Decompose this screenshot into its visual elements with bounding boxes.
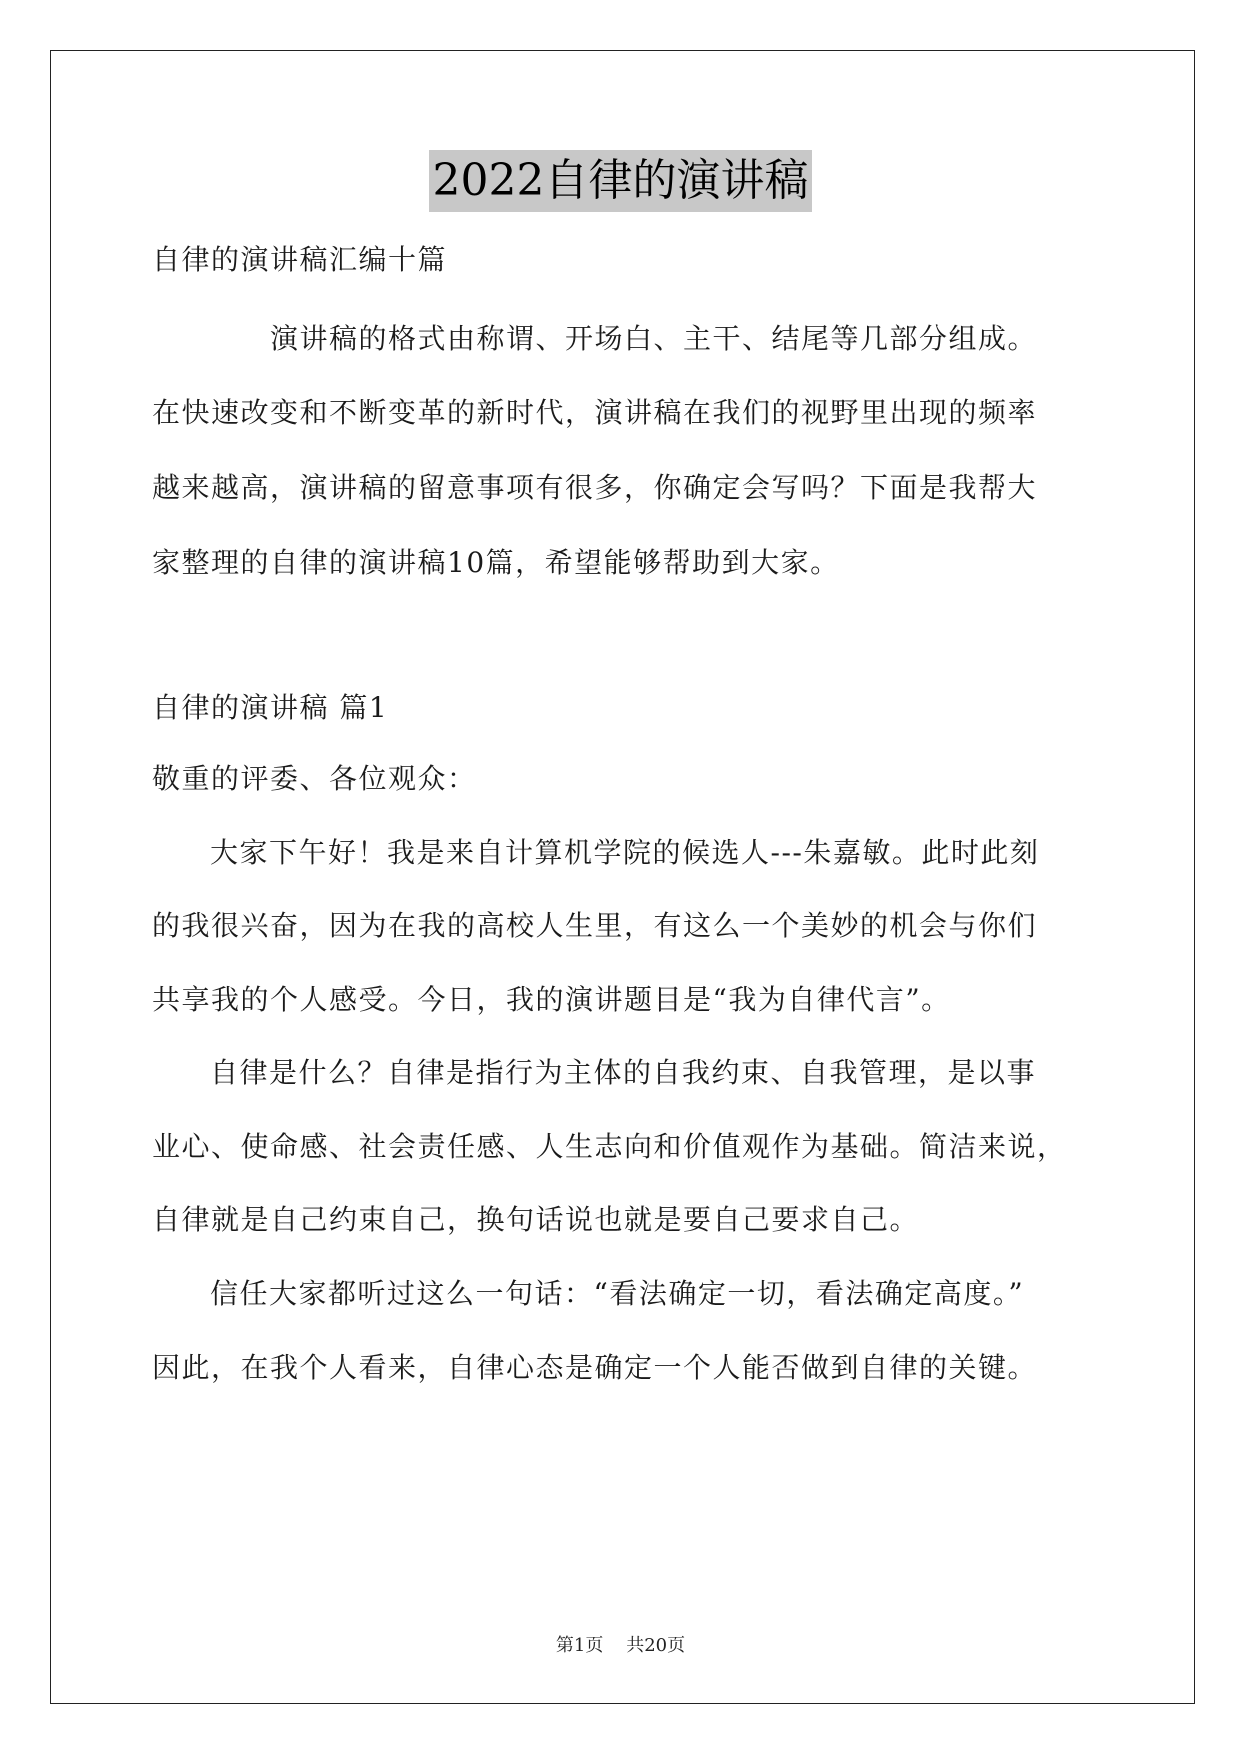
body-line-3: 共享我的个人感受。今日，我的演讲题目是“我为自律代言”。 xyxy=(152,983,951,1016)
body-line-8: 因此，在我个人看来，自律心态是确定一个人能否做到自律的关键。 xyxy=(152,1351,1038,1384)
body-line-2: 的我很兴奋，因为在我的高校人生里，有这么一个美妙的机会与你们 xyxy=(152,909,1038,942)
body-line-4: 自律是什么？自律是指行为主体的自我约束、自我管理，是以事 xyxy=(210,1056,1037,1089)
section-heading: 自律的演讲稿 篇1 xyxy=(152,691,389,724)
document-title: 2022自律的演讲稿 xyxy=(429,150,813,212)
body-line-1: 大家下午好！我是来自计算机学院的候选人---朱嘉敏。此时此刻 xyxy=(210,836,1040,869)
intro-line-2: 在快速改变和不断变革的新时代，演讲稿在我们的视野里出现的频率 xyxy=(152,396,1038,429)
page-number: 第1页 xyxy=(555,1635,604,1656)
document-subtitle: 自律的演讲稿汇编十篇 xyxy=(152,243,448,276)
page-border xyxy=(50,50,1195,1704)
intro-line-4: 家整理的自律的演讲稿10篇，希望能够帮助到大家。 xyxy=(152,546,840,579)
intro-line-3: 越来越高，演讲稿的留意事项有很多，你确定会写吗？下面是我帮大 xyxy=(152,471,1038,504)
page-total: 共20页 xyxy=(626,1635,686,1656)
body-line-6: 自律就是自己约束自己，换句话说也就是要自己要求自己。 xyxy=(152,1203,920,1236)
page-footer xyxy=(0,1634,1241,1658)
intro-line-1: 演讲稿的格式由称谓、开场白、主干、结尾等几部分组成。 xyxy=(270,322,1038,355)
title-container xyxy=(0,150,1241,212)
body-line-7: 信任大家都听过这么一句话：“看法确定一切，看法确定高度。” xyxy=(210,1277,1025,1310)
salutation: 敬重的评委、各位观众： xyxy=(152,762,477,795)
body-line-5: 业心、使命感、社会责任感、人生志向和价值观作为基础。简洁来说， xyxy=(152,1130,1067,1163)
